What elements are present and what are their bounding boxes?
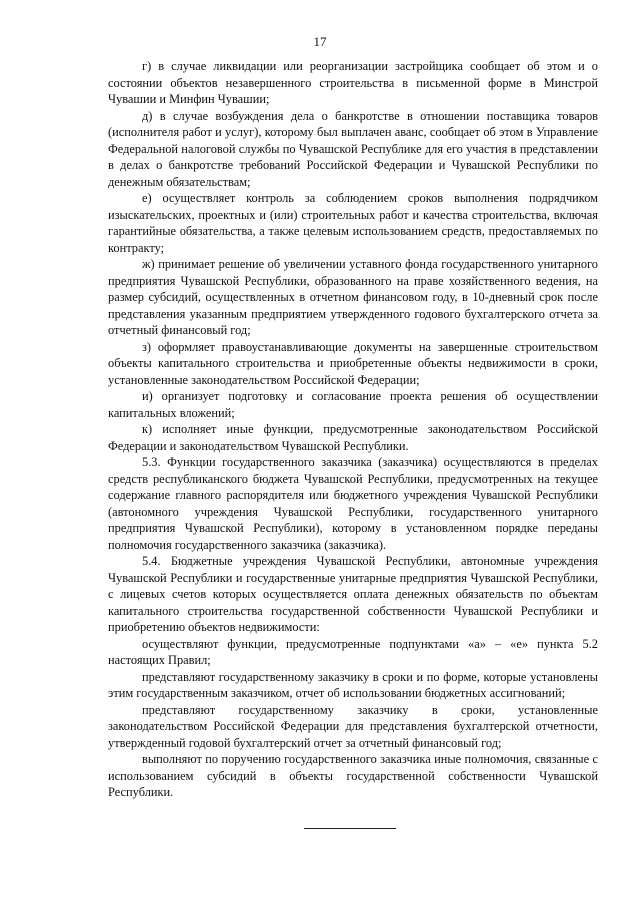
paragraph-5-4: 5.4. Бюджетные учреждения Чувашской Республики, автономные учреждения Чувашской Республики и государственные унитарные предприятия Чувашской Республики, с лицевых счетов которых осуществляется оплата денежных обязательств по объектам капитального строительства государственной собственности Чувашской Республики и приобретению объектов недвижимости: (108, 554, 598, 634)
end-divider (304, 828, 396, 829)
paragraph-5-4-item-4: выполняют по поручению государственного заказчика иные полномочия, связанные с использованием субсидий в объекты государственной собственности Чувашской Республики. (108, 752, 598, 799)
paragraph-i: и) организует подготовку и согласование проекта решения об осуществлении капитальных вложений; (108, 389, 598, 420)
paragraph-5-4-item-3: представляют государственному заказчику в сроки, установленные законодательством Российской Федерации для представления бухгалтерской отчетности, утвержденный годовой бухгалтерский отчет за отчетный финансовый год; (108, 702, 598, 750)
paragraph-z: з) оформляет правоустанавливающие документы на завершенные строительством объекты капитального строительства и приобретенные объекты недвижимости в сроки, установленные законодательством Российской Федерации; (108, 339, 598, 387)
paragraph-g: г) в случае ликвидации или реорганизации застройщика сообщает об этом и о состоянии объектов незавершенного строительства в письменной форме в Минстрой Чувашии и Минфин Чувашии; (108, 59, 598, 106)
paragraph-d: д) в случае возбуждения дела о банкротстве в отношении поставщика товаров (исполнителя работ и услуг), которому был выплачен аванс, сообщает об этом в Управление Федеральной налоговой службы по Чувашской Республике для его участия в представлении в делах о банкротстве требований Российской Федерации и Чувашской Республики по денежным обязательствам; (108, 108, 598, 189)
paragraph-k: к) исполняет иные функции, предусмотренные законодательством Российской Федерации и законодательством Чувашской Республики. (108, 422, 598, 453)
document-body (108, 58, 598, 801)
paragraph-5-3: 5.3. Функции государственного заказчика (заказчика) осуществляются в пределах средств республиканского бюджета Чувашской Республики, предусмотренных на текущее содержание главного распорядителя или бюджетного учреждения Чувашской Республики (автономного учреждения Чувашской Республики, государственного унитарного предприятия Чувашской Республики), которому в установленном порядке переданы полномочия государственного заказчика (заказчика). (108, 455, 598, 552)
page-number: 17 (313, 34, 327, 49)
paragraph-5-4-item-2: представляют государственному заказчику в сроки и по форме, которые установлены этим государственным заказчиком, отчет об использовании бюджетных ассигнований; (108, 669, 598, 700)
paragraph-e: е) осуществляет контроль за соблюдением сроков выполнения подрядчиком изыскательских, проектных и (или) строительных работ и качества строительства, включая гарантийные обязательства, а также целевым использованием средств, предоставляемых по контракту; (108, 191, 598, 255)
paragraph-zh: ж) принимает решение об увеличении уставного фонда государственного унитарного предприятия Чувашской Республики, образованного на праве хозяйственного ведения, на размер субсидий, осуществленных в отчетном финансовом году, в 10-дневный срок после представления указанным предприятием утвержденного годового бухгалтерского отчета за отчетный финансовый год; (108, 257, 598, 337)
paragraph-5-4-item-1: осуществляют функции, предусмотренные подпунктами «а» – «е» пункта 5.2 настоящих Правил; (108, 636, 598, 667)
